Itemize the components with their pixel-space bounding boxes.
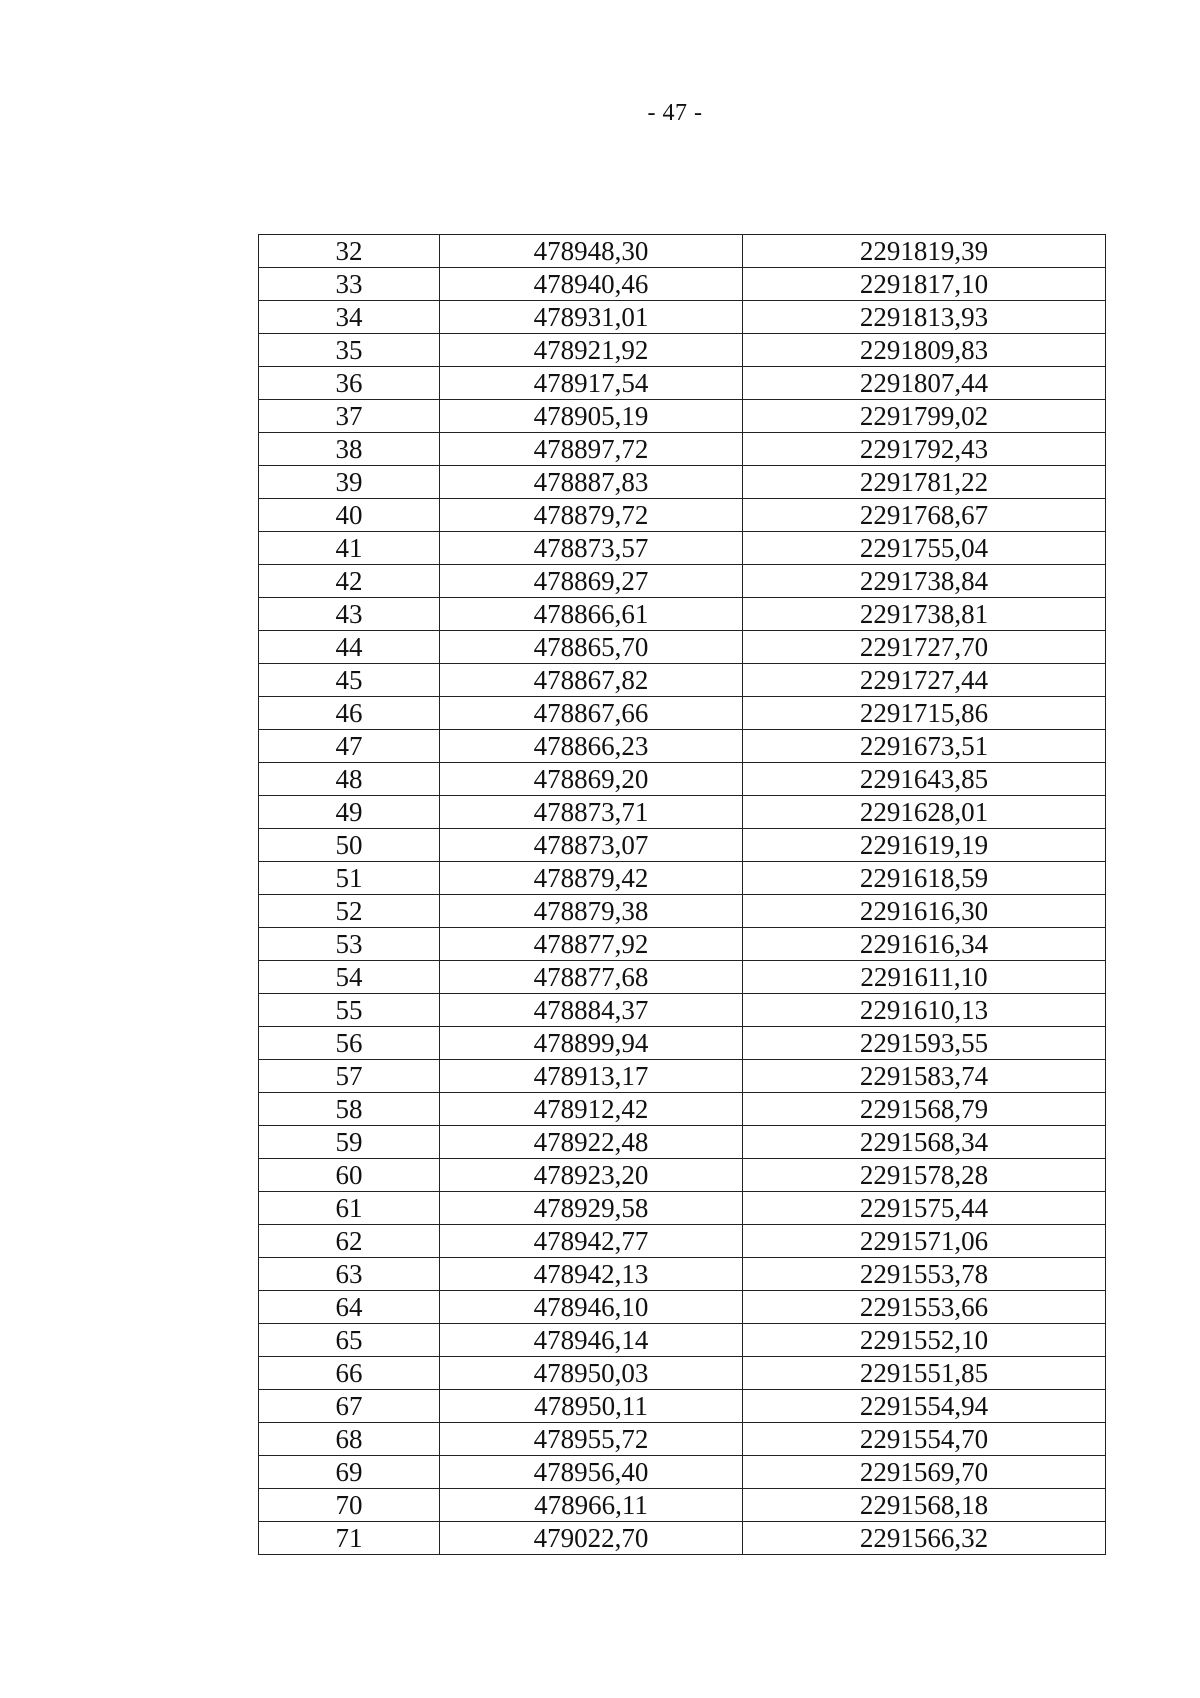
y-coordinate-cell: 2291568,18 bbox=[743, 1489, 1106, 1522]
table-row bbox=[259, 334, 1106, 367]
point-number-cell: 37 bbox=[259, 400, 440, 433]
x-coordinate-cell: 478948,30 bbox=[440, 235, 743, 268]
x-coordinate-cell: 478879,42 bbox=[440, 862, 743, 895]
table-row bbox=[259, 895, 1106, 928]
coordinates-table bbox=[258, 234, 1106, 1555]
x-coordinate-cell: 478879,72 bbox=[440, 499, 743, 532]
x-coordinate-cell: 478869,27 bbox=[440, 565, 743, 598]
y-coordinate-cell: 2291568,79 bbox=[743, 1093, 1106, 1126]
y-coordinate-cell: 2291619,19 bbox=[743, 829, 1106, 862]
point-number-cell: 70 bbox=[259, 1489, 440, 1522]
table-row bbox=[259, 598, 1106, 631]
point-number-cell: 68 bbox=[259, 1423, 440, 1456]
point-number-cell: 64 bbox=[259, 1291, 440, 1324]
table-row bbox=[259, 1225, 1106, 1258]
table-row bbox=[259, 1291, 1106, 1324]
x-coordinate-cell: 478866,23 bbox=[440, 730, 743, 763]
y-coordinate-cell: 2291554,70 bbox=[743, 1423, 1106, 1456]
table-row bbox=[259, 862, 1106, 895]
table-row bbox=[259, 433, 1106, 466]
point-number-cell: 36 bbox=[259, 367, 440, 400]
table-row bbox=[259, 532, 1106, 565]
x-coordinate-cell: 478946,10 bbox=[440, 1291, 743, 1324]
point-number-cell: 71 bbox=[259, 1522, 440, 1555]
y-coordinate-cell: 2291809,83 bbox=[743, 334, 1106, 367]
y-coordinate-cell: 2291792,43 bbox=[743, 433, 1106, 466]
point-number-cell: 43 bbox=[259, 598, 440, 631]
x-coordinate-cell: 478946,14 bbox=[440, 1324, 743, 1357]
x-coordinate-cell: 478950,11 bbox=[440, 1390, 743, 1423]
page-number: - 47 - bbox=[647, 100, 703, 126]
point-number-cell: 63 bbox=[259, 1258, 440, 1291]
y-coordinate-cell: 2291738,84 bbox=[743, 565, 1106, 598]
point-number-cell: 47 bbox=[259, 730, 440, 763]
table-row bbox=[259, 367, 1106, 400]
y-coordinate-cell: 2291616,30 bbox=[743, 895, 1106, 928]
point-number-cell: 35 bbox=[259, 334, 440, 367]
table-row bbox=[259, 730, 1106, 763]
point-number-cell: 56 bbox=[259, 1027, 440, 1060]
x-coordinate-cell: 478867,82 bbox=[440, 664, 743, 697]
y-coordinate-cell: 2291781,22 bbox=[743, 466, 1106, 499]
point-number-cell: 48 bbox=[259, 763, 440, 796]
y-coordinate-cell: 2291715,86 bbox=[743, 697, 1106, 730]
point-number-cell: 61 bbox=[259, 1192, 440, 1225]
y-coordinate-cell: 2291618,59 bbox=[743, 862, 1106, 895]
x-coordinate-cell: 478877,68 bbox=[440, 961, 743, 994]
table-row bbox=[259, 466, 1106, 499]
point-number-cell: 67 bbox=[259, 1390, 440, 1423]
table-row bbox=[259, 499, 1106, 532]
y-coordinate-cell: 2291610,13 bbox=[743, 994, 1106, 1027]
y-coordinate-cell: 2291799,02 bbox=[743, 400, 1106, 433]
x-coordinate-cell: 478942,13 bbox=[440, 1258, 743, 1291]
point-number-cell: 34 bbox=[259, 301, 440, 334]
x-coordinate-cell: 478913,17 bbox=[440, 1060, 743, 1093]
table-row bbox=[259, 1390, 1106, 1423]
table-row bbox=[259, 928, 1106, 961]
x-coordinate-cell: 478912,42 bbox=[440, 1093, 743, 1126]
y-coordinate-cell: 2291673,51 bbox=[743, 730, 1106, 763]
point-number-cell: 62 bbox=[259, 1225, 440, 1258]
x-coordinate-cell: 478884,37 bbox=[440, 994, 743, 1027]
table-row bbox=[259, 1489, 1106, 1522]
y-coordinate-cell: 2291819,39 bbox=[743, 235, 1106, 268]
table-row bbox=[259, 961, 1106, 994]
y-coordinate-cell: 2291551,85 bbox=[743, 1357, 1106, 1390]
table-row bbox=[259, 1060, 1106, 1093]
point-number-cell: 33 bbox=[259, 268, 440, 301]
y-coordinate-cell: 2291813,93 bbox=[743, 301, 1106, 334]
point-number-cell: 50 bbox=[259, 829, 440, 862]
y-coordinate-cell: 2291616,34 bbox=[743, 928, 1106, 961]
table-row bbox=[259, 1357, 1106, 1390]
y-coordinate-cell: 2291727,44 bbox=[743, 664, 1106, 697]
y-coordinate-cell: 2291568,34 bbox=[743, 1126, 1106, 1159]
point-number-cell: 66 bbox=[259, 1357, 440, 1390]
x-coordinate-cell: 478929,58 bbox=[440, 1192, 743, 1225]
y-coordinate-cell: 2291578,28 bbox=[743, 1159, 1106, 1192]
x-coordinate-cell: 478956,40 bbox=[440, 1456, 743, 1489]
y-coordinate-cell: 2291727,70 bbox=[743, 631, 1106, 664]
y-coordinate-cell: 2291552,10 bbox=[743, 1324, 1106, 1357]
point-number-cell: 40 bbox=[259, 499, 440, 532]
y-coordinate-cell: 2291569,70 bbox=[743, 1456, 1106, 1489]
table-row bbox=[259, 796, 1106, 829]
y-coordinate-cell: 2291628,01 bbox=[743, 796, 1106, 829]
y-coordinate-cell: 2291571,06 bbox=[743, 1225, 1106, 1258]
x-coordinate-cell: 478966,11 bbox=[440, 1489, 743, 1522]
y-coordinate-cell: 2291593,55 bbox=[743, 1027, 1106, 1060]
table-row bbox=[259, 1027, 1106, 1060]
x-coordinate-cell: 478940,46 bbox=[440, 268, 743, 301]
point-number-cell: 46 bbox=[259, 697, 440, 730]
point-number-cell: 58 bbox=[259, 1093, 440, 1126]
x-coordinate-cell: 478873,57 bbox=[440, 532, 743, 565]
point-number-cell: 38 bbox=[259, 433, 440, 466]
x-coordinate-cell: 478865,70 bbox=[440, 631, 743, 664]
x-coordinate-cell: 478931,01 bbox=[440, 301, 743, 334]
y-coordinate-cell: 2291755,04 bbox=[743, 532, 1106, 565]
x-coordinate-cell: 478866,61 bbox=[440, 598, 743, 631]
x-coordinate-cell: 478922,48 bbox=[440, 1126, 743, 1159]
x-coordinate-cell: 478917,54 bbox=[440, 367, 743, 400]
table-row bbox=[259, 400, 1106, 433]
table-row bbox=[259, 631, 1106, 664]
y-coordinate-cell: 2291566,32 bbox=[743, 1522, 1106, 1555]
point-number-cell: 55 bbox=[259, 994, 440, 1027]
y-coordinate-cell: 2291738,81 bbox=[743, 598, 1106, 631]
table-row bbox=[259, 697, 1106, 730]
table-row bbox=[259, 1522, 1106, 1555]
point-number-cell: 32 bbox=[259, 235, 440, 268]
table-row bbox=[259, 1093, 1106, 1126]
point-number-cell: 52 bbox=[259, 895, 440, 928]
y-coordinate-cell: 2291554,94 bbox=[743, 1390, 1106, 1423]
table-row bbox=[259, 1192, 1106, 1225]
x-coordinate-cell: 478897,72 bbox=[440, 433, 743, 466]
y-coordinate-cell: 2291575,44 bbox=[743, 1192, 1106, 1225]
point-number-cell: 65 bbox=[259, 1324, 440, 1357]
table-row bbox=[259, 565, 1106, 598]
table-row bbox=[259, 763, 1106, 796]
table-row bbox=[259, 829, 1106, 862]
x-coordinate-cell: 478955,72 bbox=[440, 1423, 743, 1456]
x-coordinate-cell: 478869,20 bbox=[440, 763, 743, 796]
x-coordinate-cell: 478887,83 bbox=[440, 466, 743, 499]
y-coordinate-cell: 2291817,10 bbox=[743, 268, 1106, 301]
table-row bbox=[259, 268, 1106, 301]
point-number-cell: 45 bbox=[259, 664, 440, 697]
table-row bbox=[259, 994, 1106, 1027]
x-coordinate-cell: 478942,77 bbox=[440, 1225, 743, 1258]
x-coordinate-cell: 478899,94 bbox=[440, 1027, 743, 1060]
y-coordinate-cell: 2291768,67 bbox=[743, 499, 1106, 532]
point-number-cell: 39 bbox=[259, 466, 440, 499]
x-coordinate-cell: 478923,20 bbox=[440, 1159, 743, 1192]
x-coordinate-cell: 478905,19 bbox=[440, 400, 743, 433]
point-number-cell: 57 bbox=[259, 1060, 440, 1093]
y-coordinate-cell: 2291583,74 bbox=[743, 1060, 1106, 1093]
point-number-cell: 49 bbox=[259, 796, 440, 829]
y-coordinate-cell: 2291807,44 bbox=[743, 367, 1106, 400]
table-row bbox=[259, 1423, 1106, 1456]
point-number-cell: 51 bbox=[259, 862, 440, 895]
x-coordinate-cell: 478873,07 bbox=[440, 829, 743, 862]
x-coordinate-cell: 478950,03 bbox=[440, 1357, 743, 1390]
x-coordinate-cell: 478879,38 bbox=[440, 895, 743, 928]
table-row bbox=[259, 1258, 1106, 1291]
x-coordinate-cell: 478873,71 bbox=[440, 796, 743, 829]
y-coordinate-cell: 2291553,66 bbox=[743, 1291, 1106, 1324]
y-coordinate-cell: 2291643,85 bbox=[743, 763, 1106, 796]
table-row bbox=[259, 664, 1106, 697]
x-coordinate-cell: 478867,66 bbox=[440, 697, 743, 730]
table-row bbox=[259, 301, 1106, 334]
point-number-cell: 60 bbox=[259, 1159, 440, 1192]
table-row bbox=[259, 1456, 1106, 1489]
y-coordinate-cell: 2291611,10 bbox=[743, 961, 1106, 994]
table-row bbox=[259, 1324, 1106, 1357]
table-row bbox=[259, 235, 1106, 268]
point-number-cell: 53 bbox=[259, 928, 440, 961]
x-coordinate-cell: 478921,92 bbox=[440, 334, 743, 367]
point-number-cell: 69 bbox=[259, 1456, 440, 1489]
point-number-cell: 59 bbox=[259, 1126, 440, 1159]
x-coordinate-cell: 479022,70 bbox=[440, 1522, 743, 1555]
table-row bbox=[259, 1126, 1106, 1159]
point-number-cell: 42 bbox=[259, 565, 440, 598]
coordinates-table-body bbox=[259, 235, 1106, 1555]
x-coordinate-cell: 478877,92 bbox=[440, 928, 743, 961]
table-row bbox=[259, 1159, 1106, 1192]
point-number-cell: 54 bbox=[259, 961, 440, 994]
y-coordinate-cell: 2291553,78 bbox=[743, 1258, 1106, 1291]
point-number-cell: 41 bbox=[259, 532, 440, 565]
point-number-cell: 44 bbox=[259, 631, 440, 664]
